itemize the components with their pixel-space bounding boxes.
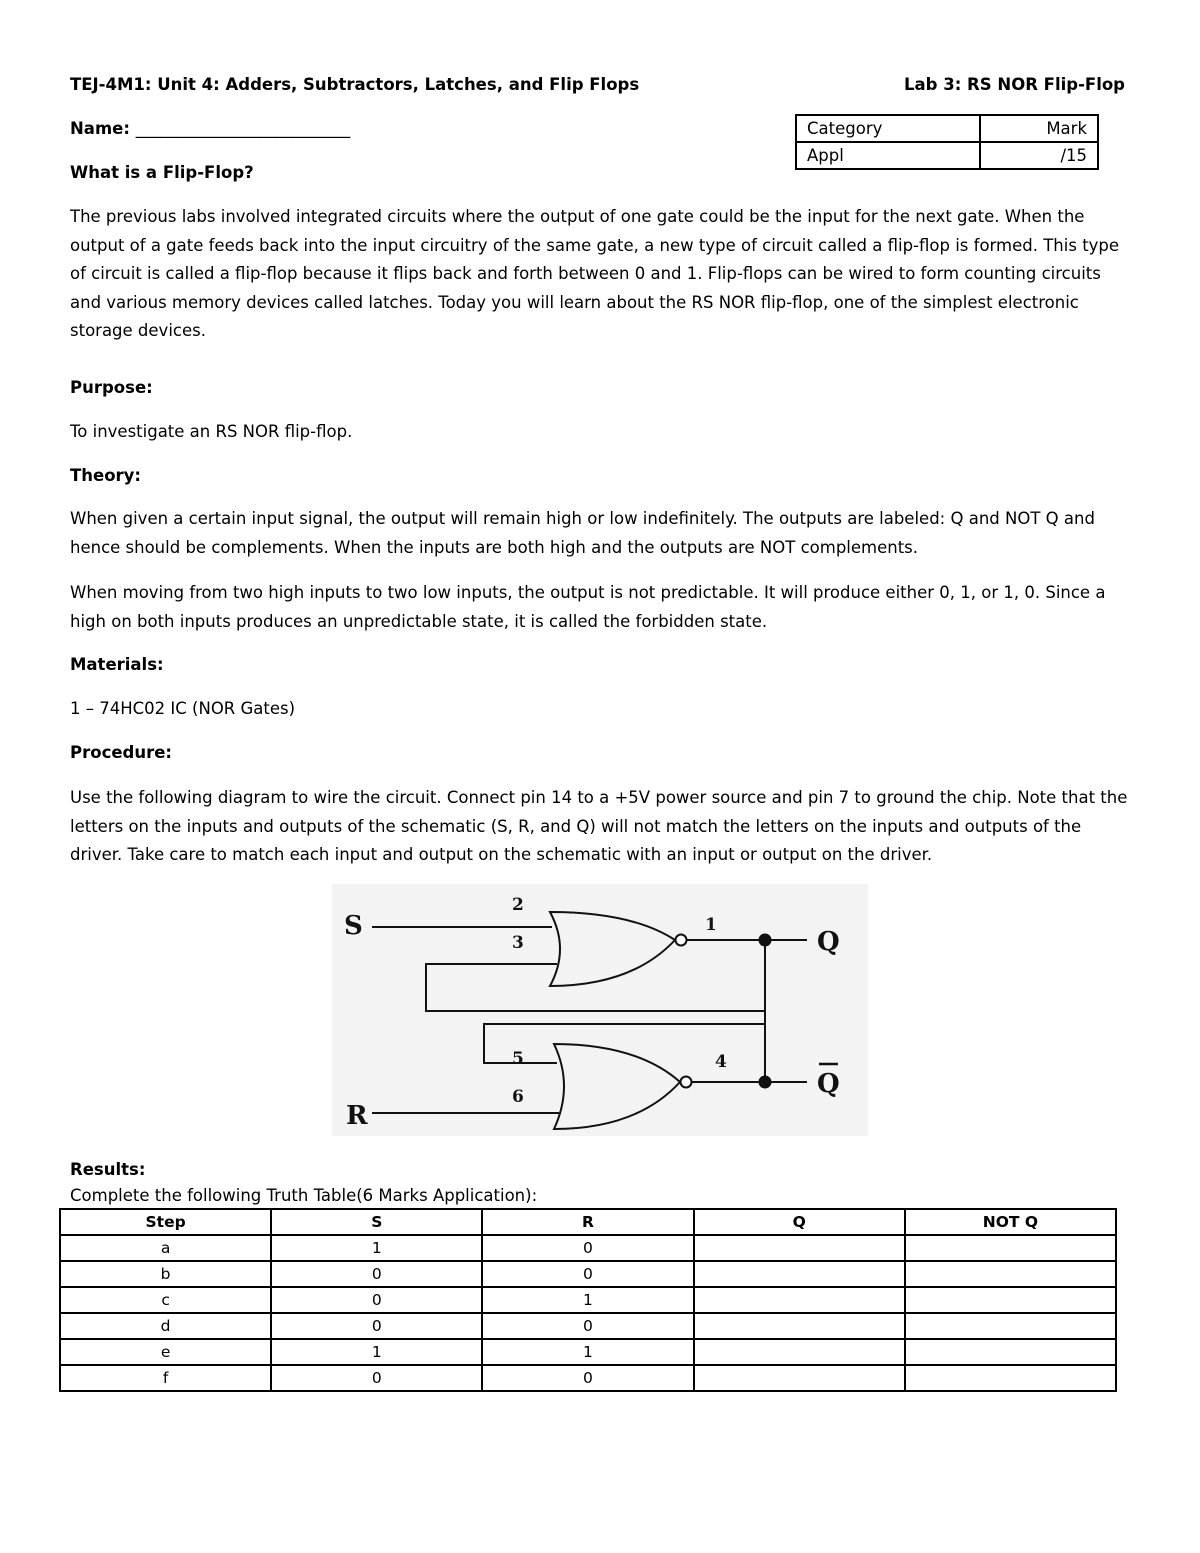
pin-4-label: 4	[715, 1052, 727, 1072]
circuit-schematic	[332, 884, 868, 1136]
not-q-answer-cell[interactable]	[905, 1365, 1116, 1391]
s-cell: 0	[271, 1365, 482, 1391]
truth-table-header-row	[60, 1209, 1116, 1235]
lab-title: Lab 3: RS NOR Flip-Flop	[904, 75, 1125, 94]
step-cell: d	[60, 1313, 271, 1339]
q-junction-dot	[759, 934, 772, 947]
procedure-heading: Procedure:	[70, 743, 173, 762]
theory-heading: Theory:	[70, 466, 142, 485]
r-cell: 1	[482, 1339, 693, 1365]
name-line[interactable]: __________________________	[135, 119, 351, 138]
not-q-answer-cell[interactable]	[905, 1235, 1116, 1261]
not-q-answer-cell[interactable]	[905, 1339, 1116, 1365]
pin-2-label: 2	[512, 895, 524, 915]
s-label: S	[344, 911, 363, 941]
table-row	[60, 1339, 1116, 1365]
materials-heading: Materials:	[70, 655, 164, 674]
q-bar-label: Q	[817, 1069, 840, 1099]
step-cell: c	[60, 1287, 271, 1313]
s-cell: 0	[271, 1261, 482, 1287]
q-answer-cell[interactable]	[694, 1339, 905, 1365]
table-row	[60, 1313, 1116, 1339]
procedure-paragraph: Use the following diagram to wire the circuit. Connect pin 14 to a +5V power source and pin 7 to ground the chip. Note that the letters on the inputs and outputs of the schematic (S, R, and Q) will not match the letters on the inputs and outputs of the driver. Take care to match each input and output on the schematic with an input or output on the driver.	[70, 788, 1128, 864]
top-gate-bubble	[676, 935, 687, 946]
q-label: Q	[817, 927, 840, 957]
pin-6-label: 6	[512, 1087, 524, 1107]
theory-paragraph-2: When moving from two high inputs to two low inputs, the output is not predictable. It will produce either 0, 1, or 1, 0. Since a high on both inputs produces an unpredictable state, it is called the forbidden state.	[70, 583, 1106, 631]
s-cell: 1	[271, 1235, 482, 1261]
purpose-text: To investigate an RS NOR flip-flop.	[70, 422, 353, 441]
results-instruction: Complete the following Truth Table(6 Marks Application):	[70, 1186, 538, 1205]
r-cell: 0	[482, 1261, 693, 1287]
q-answer-cell[interactable]	[694, 1235, 905, 1261]
mark-table	[795, 114, 1099, 170]
course-title: TEJ-4M1: Unit 4: Adders, Subtractors, Latches, and Flip Flops	[70, 75, 640, 94]
category-header: Category	[796, 115, 980, 142]
mark-cell[interactable]: /15	[980, 142, 1098, 169]
materials-text: 1 – 74HC02 IC (NOR Gates)	[70, 699, 296, 718]
table-row	[60, 1235, 1116, 1261]
intro-paragraph: The previous labs involved integrated circuits where the output of one gate could be the input for the next gate. When the output of a gate feeds back into the input circuitry of the same gate, a new type of circuit called a flip-flop is formed. This type of circuit is called a flip-flop because it flips back and forth between 0 and 1. Flip-flops can be wired to form counting circuits and various memory devices called latches. Today you will learn about the RS NOR flip-flop, one of the simplest electronic storage devices.	[70, 207, 1120, 340]
pin-3-label: 3	[512, 933, 524, 953]
rs-nor-flip-flop-diagram	[332, 884, 868, 1136]
s-cell: 1	[271, 1339, 482, 1365]
bottom-gate-bubble	[681, 1077, 692, 1088]
not-q-answer-cell[interactable]	[905, 1313, 1116, 1339]
q-answer-cell[interactable]	[694, 1261, 905, 1287]
intro-heading: What is a Flip-Flop?	[70, 163, 254, 182]
name-label: Name:	[70, 119, 130, 138]
column-header-s: S	[271, 1209, 482, 1235]
step-cell: e	[60, 1339, 271, 1365]
table-row	[60, 1261, 1116, 1287]
q-answer-cell[interactable]	[694, 1287, 905, 1313]
not-q-answer-cell[interactable]	[905, 1261, 1116, 1287]
q-bar-junction-dot	[759, 1076, 772, 1089]
step-cell: a	[60, 1235, 271, 1261]
results-heading: Results:	[70, 1160, 146, 1179]
step-cell: b	[60, 1261, 271, 1287]
category-cell: Appl	[796, 142, 980, 169]
r-cell: 0	[482, 1313, 693, 1339]
name-field	[70, 119, 350, 138]
not-q-answer-cell[interactable]	[905, 1287, 1116, 1313]
column-header-step: Step	[60, 1209, 271, 1235]
table-row	[60, 1287, 1116, 1313]
s-cell: 0	[271, 1287, 482, 1313]
column-header-q: Q	[694, 1209, 905, 1235]
r-cell: 0	[482, 1365, 693, 1391]
mark-table-row	[796, 142, 1098, 169]
mark-table-header-row	[796, 115, 1098, 142]
mark-header: Mark	[980, 115, 1098, 142]
step-cell: f	[60, 1365, 271, 1391]
column-header-r: R	[482, 1209, 693, 1235]
purpose-heading: Purpose:	[70, 378, 153, 397]
pin-1-label: 1	[705, 915, 717, 935]
q-answer-cell[interactable]	[694, 1365, 905, 1391]
s-cell: 0	[271, 1313, 482, 1339]
column-header-not-q: NOT Q	[905, 1209, 1116, 1235]
r-cell: 1	[482, 1287, 693, 1313]
table-row	[60, 1365, 1116, 1391]
theory-paragraph-1: When given a certain input signal, the output will remain high or low indefinitely. The outputs are labeled: Q and NOT Q and hence should be complements. When the inputs are both high and the outputs are NOT complements.	[70, 509, 1095, 557]
r-label: R	[346, 1101, 368, 1131]
pin-5-label: 5	[512, 1049, 524, 1069]
r-cell: 0	[482, 1235, 693, 1261]
truth-table	[59, 1208, 1117, 1392]
q-answer-cell[interactable]	[694, 1313, 905, 1339]
